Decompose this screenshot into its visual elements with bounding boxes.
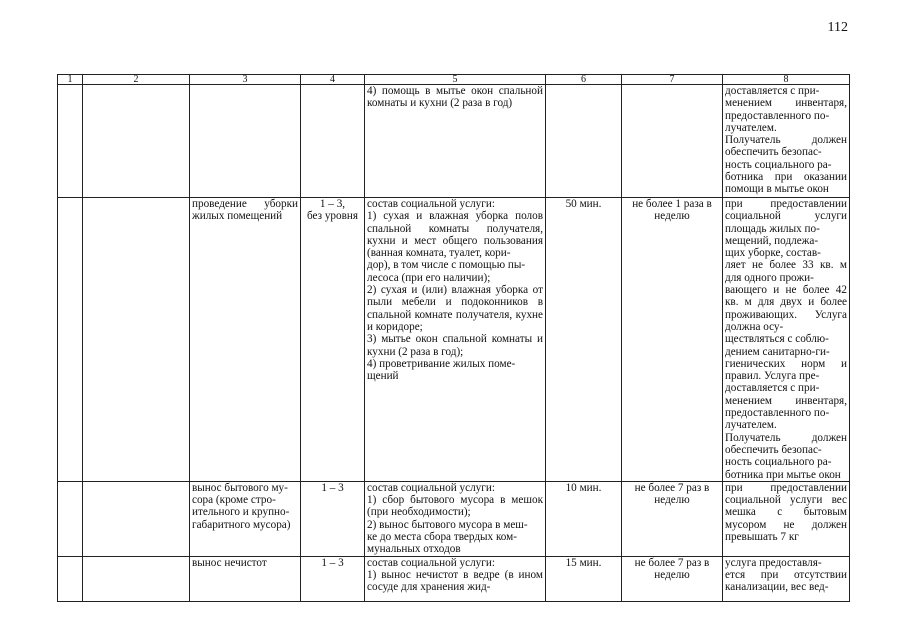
cell-service-name: проведение уборки жилых помещений (190, 198, 301, 482)
header-row (58, 75, 850, 85)
col-header-7: 7 (622, 75, 723, 85)
cell-level: 1 – 3, без уровня (301, 198, 365, 482)
table-row (58, 556, 850, 601)
cell-service-name: вынос бытового му- сора (кроме стро- ительного и крупно- габаритного мусора) (190, 481, 301, 556)
cell-number (58, 556, 83, 601)
cell-conditions: при предоставлении социальной услуги площадь жилых по- мещений, подлежа- щих уборке, состав- ляет не более 33 кв. м для одного прожи- вающего и не более 42 кв. м для двух и более проживающих. Услуга должна осу- ществляться с соблю- дением санитарно-ги- гиенических норм и правил. Услуга пре- доставляется с при- менением инвентаря, предоставленного по- лучателем. Получатель должен обеспечить безопас- ность социального ра- ботника при мытье окон (723, 198, 850, 482)
table-row (58, 85, 850, 198)
cell-frequency: не более 7 раз в неделю (622, 556, 723, 601)
col-header-3: 3 (190, 75, 301, 85)
cell-conditions: при предоставлении социальной услуги вес мешка с бытовым мусором не должен превышать 7 кг (723, 481, 850, 556)
cell-duration: 50 мин. (546, 198, 622, 482)
col-header-6: 6 (546, 75, 622, 85)
cell-level (301, 85, 365, 198)
cell-frequency: не более 1 раза в неделю (622, 198, 723, 482)
cell-composition: состав социальной услуги: 1) сбор бытового мусора в мешок (при необходимости); 2) вынос бытового мусора в меш- ке до места сбора твердых ком- мунальных отходов (365, 481, 546, 556)
cell-conditions: услуга предоставля- ется при отсутствии канализации, вес вед- (723, 556, 850, 601)
page-number: 112 (827, 20, 848, 35)
table-row (58, 198, 850, 482)
col-header-4: 4 (301, 75, 365, 85)
cell-number (58, 198, 83, 482)
cell-frequency: не более 7 раз в неделю (622, 481, 723, 556)
cell-composition: состав социальной услуги: 1) вынос нечистот в ведре (в ином сосуде для хранения жид- (365, 556, 546, 601)
col-header-1: 1 (58, 75, 83, 85)
cell-service-name: вынос нечистот (190, 556, 301, 601)
cell-category (83, 198, 190, 482)
col-header-8: 8 (723, 75, 850, 85)
cell-service-name (190, 85, 301, 198)
cell-composition: 4) помощь в мытье окон спальной комнаты и кухни (2 раза в год) (365, 85, 546, 198)
table-row (58, 481, 850, 556)
cell-level: 1 – 3 (301, 481, 365, 556)
cell-number (58, 481, 83, 556)
cell-composition: состав социальной услуги: 1) сухая и влажная уборка полов спальной комнаты получателя, кухни и мест общего пользования (ванная комната, туалет, кори- дор), в том числе с помощью пы- лесоса (при его наличии); 2) сухая и (или) влажная уборка от пыли мебели и подоконников в спальной комнате получателя, кухне и коридоре; 3) мытье окон спальной комнаты и кухни (2 раза в год); 4) проветривание жилых поме- щений (365, 198, 546, 482)
services-table (57, 74, 850, 602)
col-header-5: 5 (365, 75, 546, 85)
cell-duration: 10 мин. (546, 481, 622, 556)
cell-number (58, 85, 83, 198)
cell-frequency (622, 85, 723, 198)
cell-duration (546, 85, 622, 198)
cell-duration: 15 мин. (546, 556, 622, 601)
cell-category (83, 85, 190, 198)
cell-conditions: доставляется с при- менением инвентаря, предоставленного по- лучателем. Получатель должен обеспечить безопас- ность социального ра- ботника при оказании помощи в мытье окон (723, 85, 850, 198)
cell-category (83, 556, 190, 601)
col-header-2: 2 (83, 75, 190, 85)
cell-category (83, 481, 190, 556)
cell-level: 1 – 3 (301, 556, 365, 601)
